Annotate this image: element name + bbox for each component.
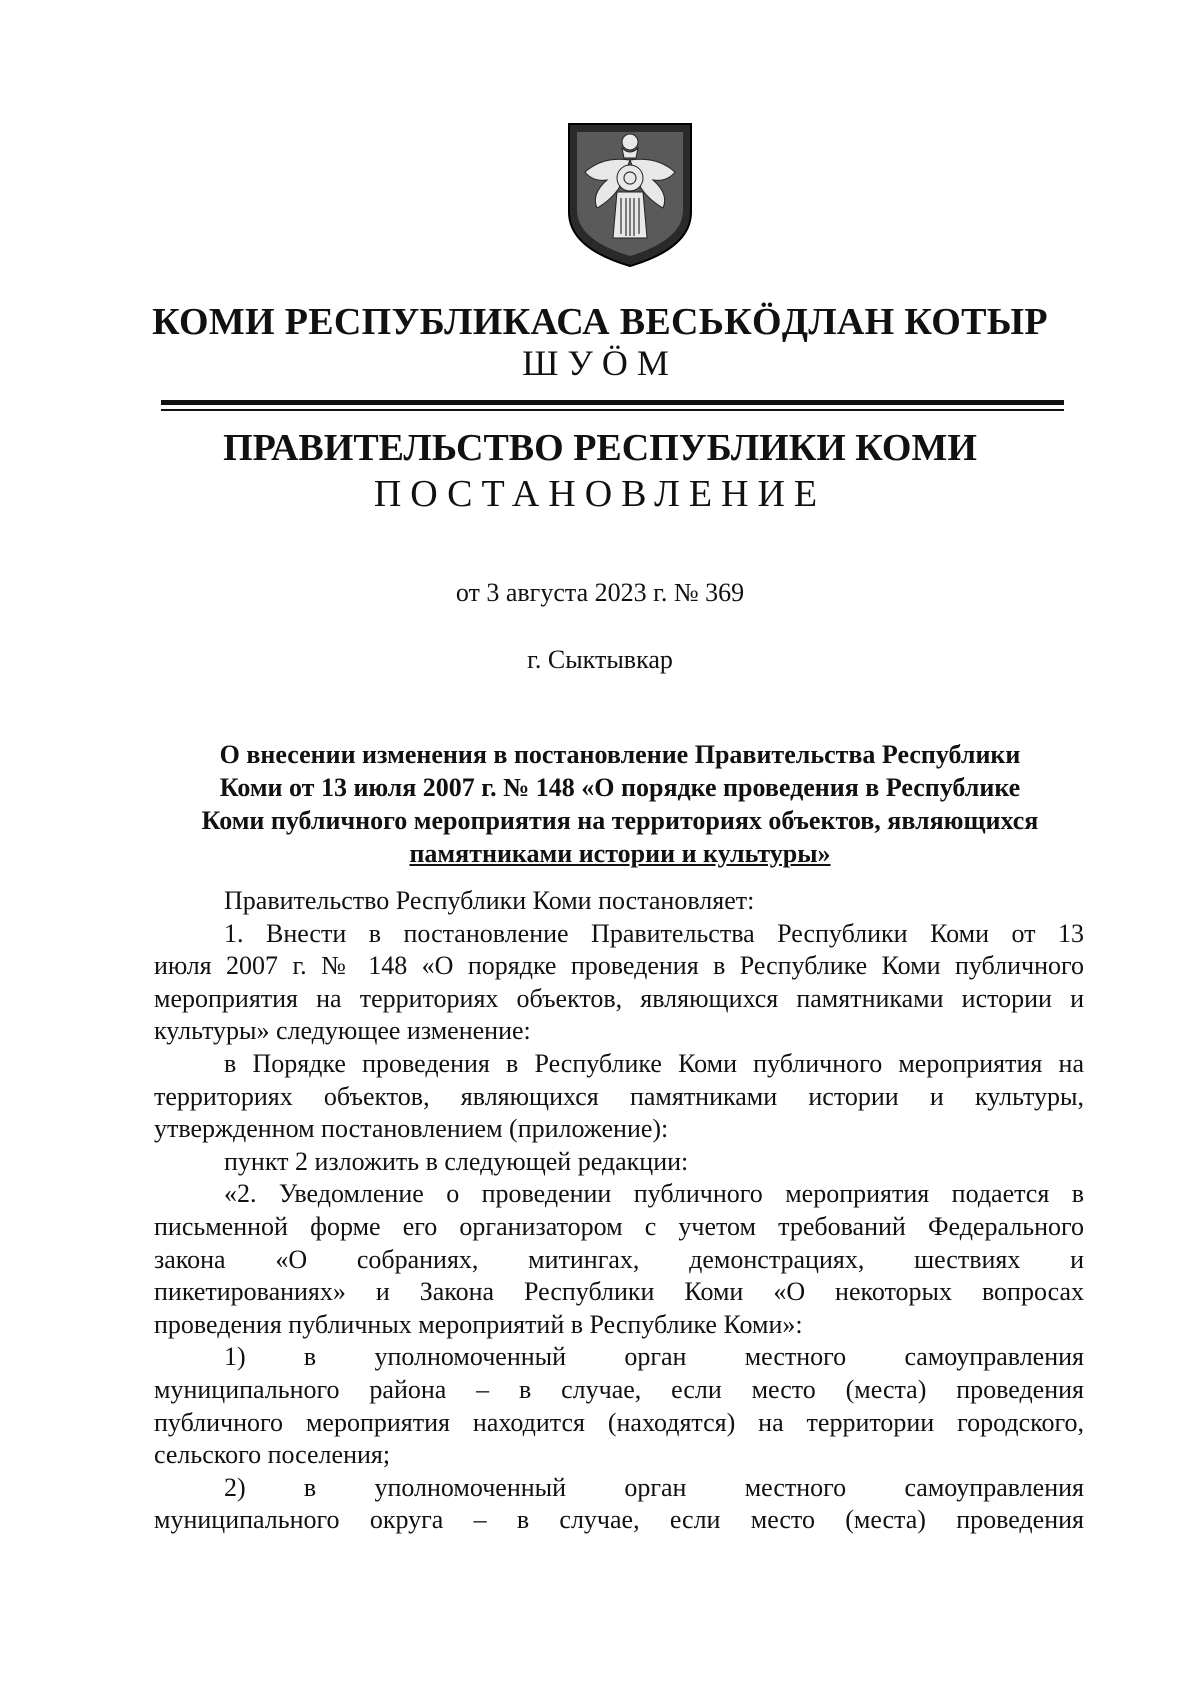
intro-paragraph: Правительство Республики Коми постановляет: (224, 886, 755, 915)
text-line: 1) в уполномоченный орган местного самоуправления (224, 1342, 1084, 1372)
text-line: муниципального округа – в случае, если место (места) проведения (154, 1505, 1084, 1535)
text-line: утвержденном постановлением (приложение): (154, 1114, 669, 1144)
subitem-1-paragraph (154, 1341, 1084, 1471)
text-line: мероприятия на территориях объектов, являющихся памятниками истории и (154, 983, 1084, 1013)
komi-document-type: ШУӦМ (522, 343, 678, 383)
quote-paragraph (154, 1178, 1084, 1341)
heading-line: О внесении изменения в постановление Правительства Республики (219, 740, 1021, 769)
text-line: муниципального района – в случае, если место (места) проведения (154, 1374, 1084, 1404)
government-title: ПРАВИТЕЛЬСТВО РЕСПУБЛИКИ КОМИ (223, 427, 977, 469)
coat-of-arms-emblem (563, 120, 697, 270)
document-date-number: от 3 августа 2023 г. № 369 (455, 578, 745, 607)
text-line: в Порядке проведения в Республике Коми публичного мероприятия на (224, 1048, 1084, 1078)
text-line: «2. Уведомление о проведении публичного мероприятия подается в (224, 1179, 1084, 1209)
header-divider-thick (161, 400, 1064, 405)
text-line: культуры» следующее изменение: (154, 1016, 531, 1046)
text-line: проведения публичных мероприятий в Республике Коми»: (154, 1309, 803, 1339)
text-line: 1. Внести в постановление Правительства Республики Коми от 13 (224, 918, 1084, 948)
text-line: публичного мероприятия находится (находятся) на территории городского, (154, 1407, 1084, 1437)
text-line: письменной форме его организатором с учетом требований Федерального (154, 1211, 1084, 1241)
text-line: сельского поселения; (154, 1440, 391, 1470)
document-heading (160, 738, 1080, 870)
document-body (154, 885, 1084, 1537)
document-type: ПОСТАНОВЛЕНИЕ (373, 473, 827, 515)
komi-government-title: КОМИ РЕСПУБЛИКАСА ВЕСЬКӦДЛАН КОТЫР (152, 301, 1048, 343)
text-line: закона «О собраниях, митингах, демонстрациях, шествиях и (154, 1244, 1084, 1274)
order-paragraph (154, 1048, 1084, 1146)
text-line: июля 2007 г. № 148 «О порядке проведения в Республике Коми публичного (154, 951, 1084, 981)
point-2-paragraph: пункт 2 изложить в следующей редакции: (224, 1146, 689, 1176)
header-divider-thin (161, 409, 1064, 411)
document-city: г. Сыктывкар (527, 645, 673, 674)
subitem-2-paragraph (154, 1472, 1084, 1537)
heading-line: Коми от 13 июля 2007 г. № 148 «О порядке проведения в Республике (219, 773, 1021, 802)
text-line: территориях объектов, являющихся памятниками истории и культуры, (154, 1081, 1084, 1111)
text-line: 2) в уполномоченный орган местного самоуправления (224, 1472, 1084, 1502)
text-line: пикетированиях» и Закона Республики Коми «О некоторых вопросах (154, 1277, 1084, 1307)
item-1-paragraph (154, 918, 1084, 1048)
heading-line: Коми публичного мероприятия на территориях объектов, являющихся (201, 806, 1039, 835)
heading-line-underlined: памятниками истории и культуры» (409, 839, 831, 868)
